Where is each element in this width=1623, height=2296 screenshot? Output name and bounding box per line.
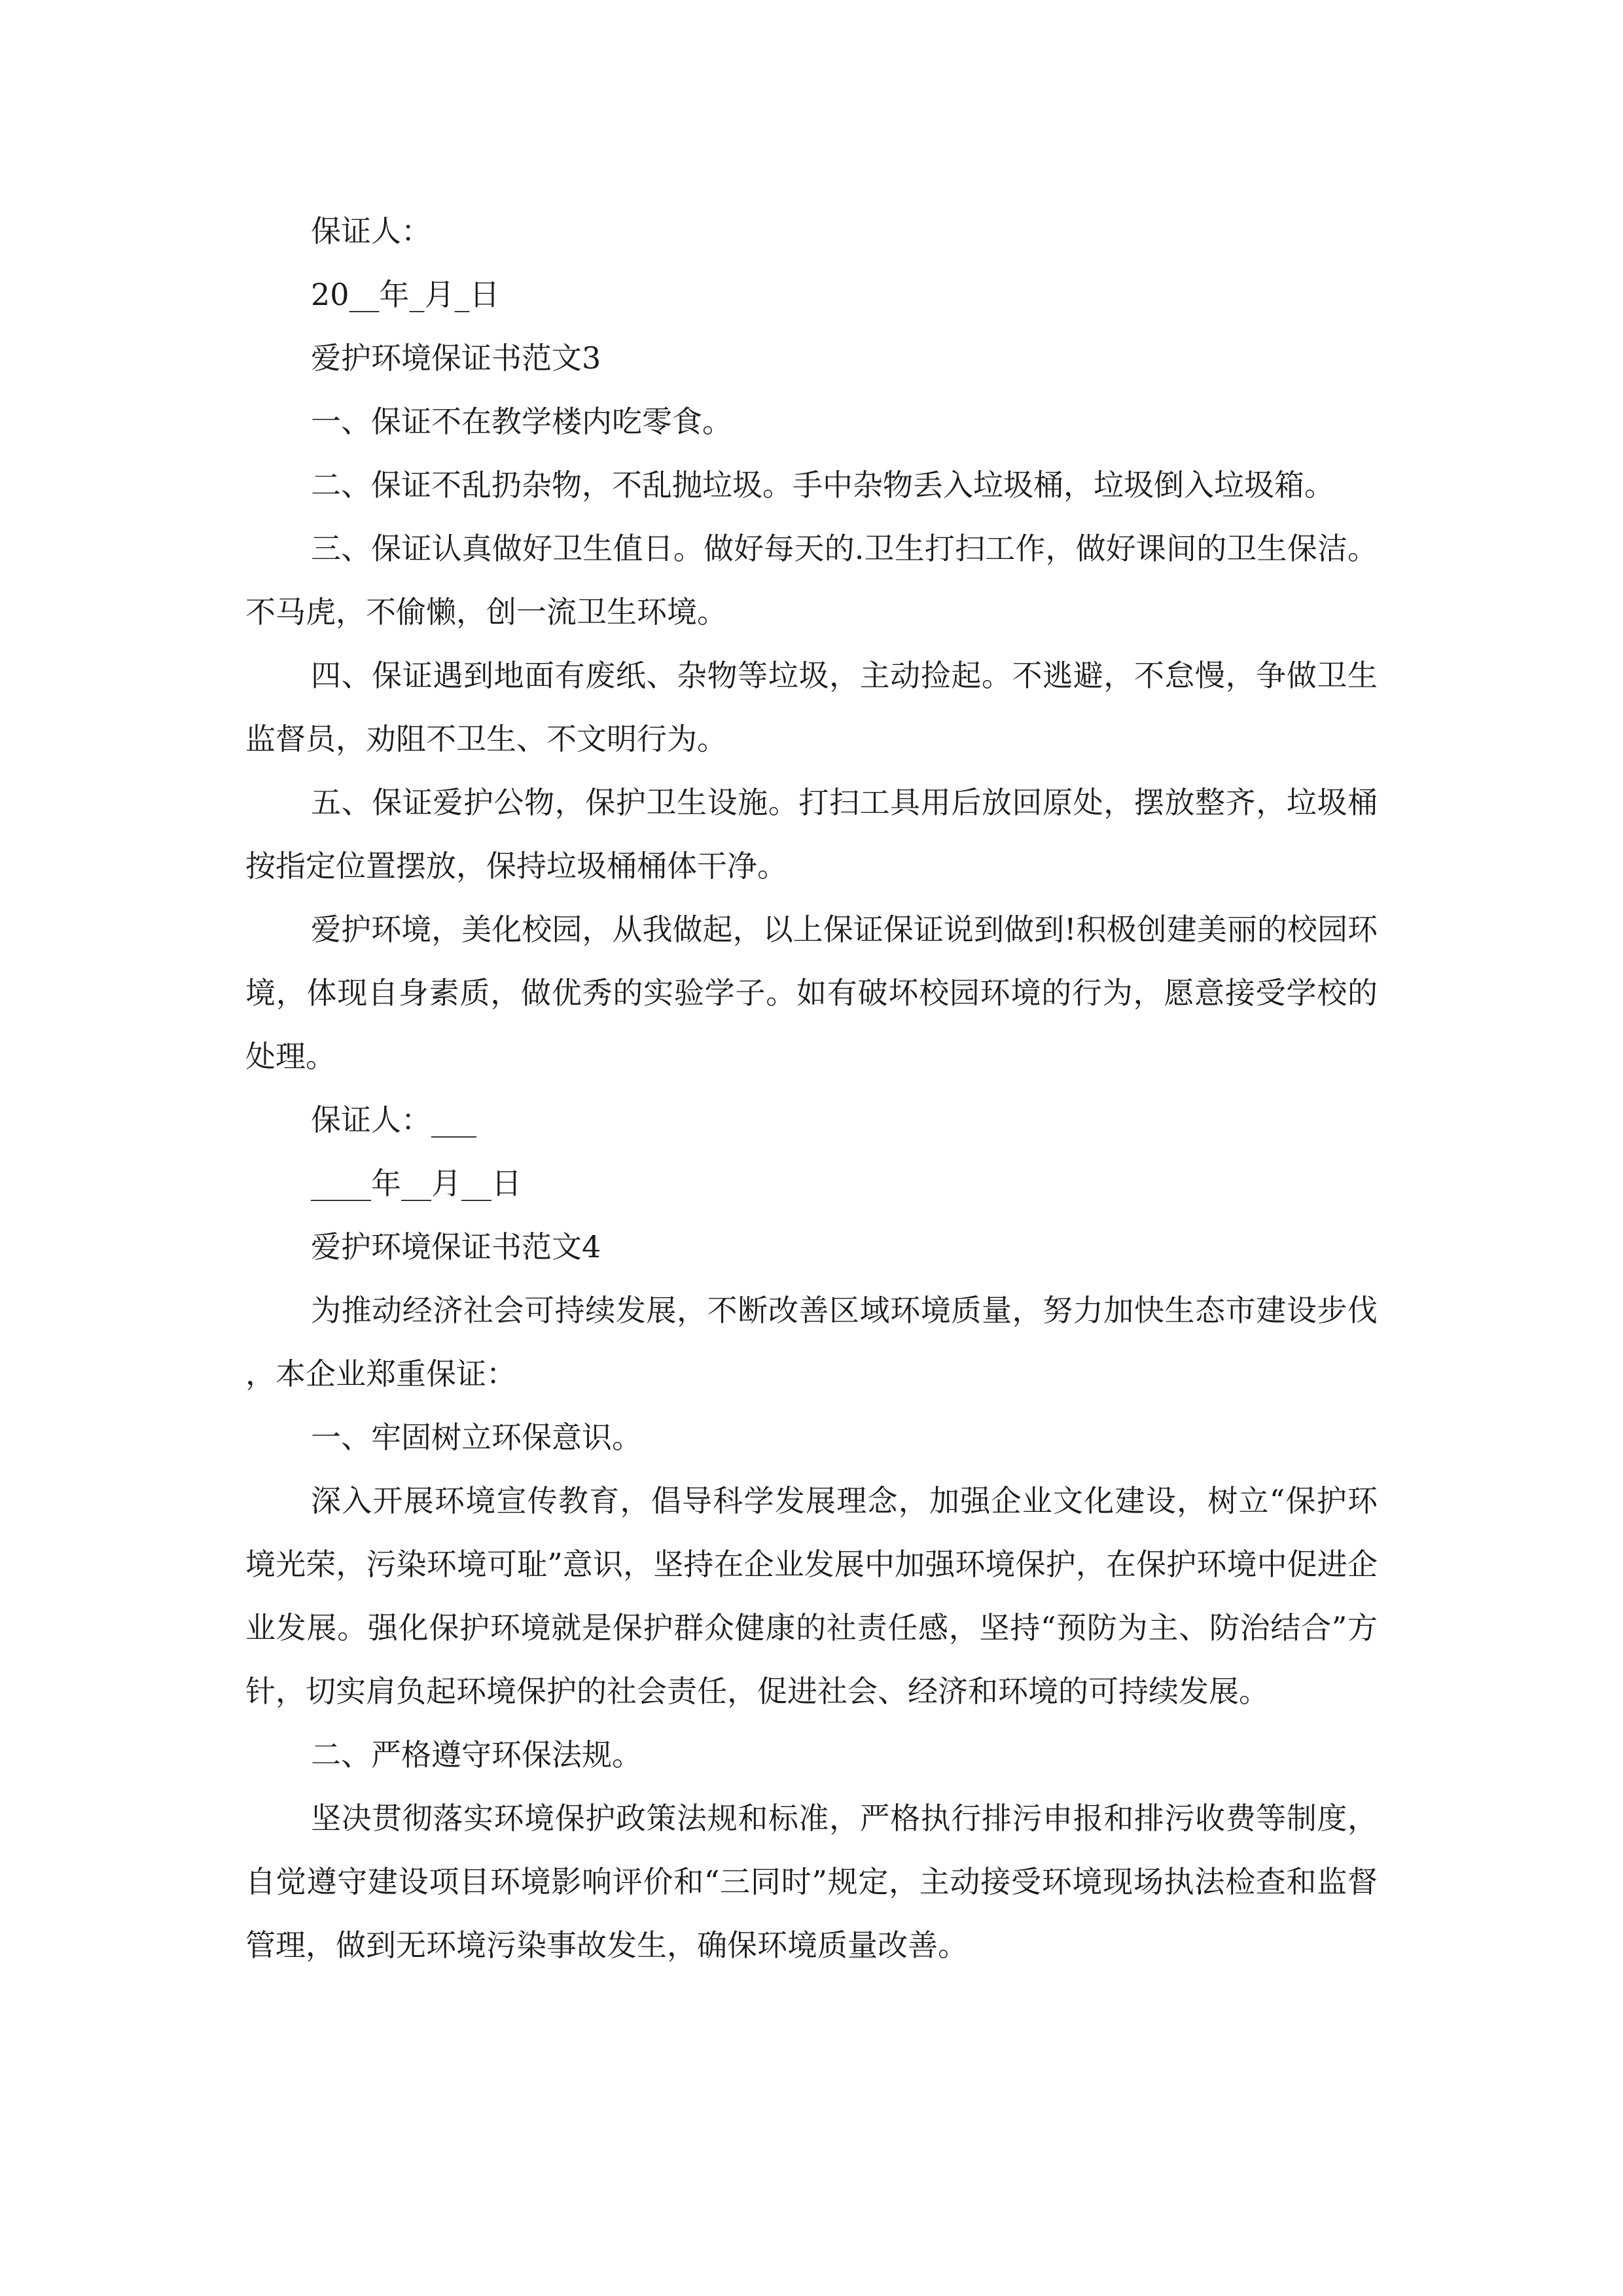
closing-paragraph: 爱护环境，美化校园，从我做起，以上保证保证说到做到!积极创建美丽的校园环境，体现自身素质，做优秀的实验学子。如有破坏校园环境的行为，愿意接受学校的处理。	[245, 912, 1378, 1074]
body-paragraph: 坚决贯彻落实环境保护政策法规和标准，严格执行排污申报和排污收费等制度，自觉遵守建设项目环境影响评价和“三同时”规定，主动接受环境现场执法检查和监督管理，做到无环境污染事故发生，确保环境质量改善。	[245, 1801, 1378, 1963]
pledge-item-2: 二、保证不乱扔杂物，不乱抛垃圾。手中杂物丢入垃圾桶，垃圾倒入垃圾箱。	[311, 467, 1334, 503]
signer-line: 保证人：	[311, 213, 431, 249]
section-title-4: 爱护环境保证书范文4	[311, 1229, 601, 1265]
subheading-1: 一、牢固树立环保意识。	[311, 1420, 642, 1455]
pledge-item-5: 五、保证爱护公物，保护卫生设施。打扫工具用后放回原处，摆放整齐，垃圾桶按指定位置摆放，保持垃圾桶桶体干净。	[245, 785, 1378, 884]
date-line: 20__年_月_日	[311, 277, 500, 312]
pledge-item-4: 四、保证遇到地面有废纸、杂物等垃圾，主动捡起。不逃避，不怠慢，争做卫生监督员，劝阻不卫生、不文明行为。	[245, 658, 1378, 757]
date-line: ____年__月__日	[311, 1166, 522, 1201]
pledge-item-3: 三、保证认真做好卫生值日。做好每天的.卫生打扫工作，做好课间的卫生保洁。不马虎，不偷懒，创一流卫生环境。	[245, 531, 1378, 630]
intro-paragraph: 为推动经济社会可持续发展，不断改善区域环境质量，努力加快生态市建设步伐，本企业郑重保证：	[245, 1293, 1378, 1391]
signer-line: 保证人：___	[311, 1102, 476, 1138]
pledge-item-1: 一、保证不在教学楼内吃零食。	[311, 404, 732, 439]
document-body	[245, 200, 1378, 1977]
section-title-3: 爱护环境保证书范文3	[311, 340, 601, 376]
body-paragraph: 深入开展环境宣传教育，倡导科学发展理念，加强企业文化建设，树立“保护环境光荣，污染环境可耻”意识，坚持在企业发展中加强环境保护，在保护环境中促进企业发展。强化保护环境就是保护群众健康的社责任感，坚持“预防为主、防治结合”方针，切实肩负起环境保护的社会责任，促进社会、经济和环境的可持续发展。	[245, 1483, 1378, 1709]
subheading-2: 二、严格遵守环保法规。	[311, 1737, 642, 1772]
